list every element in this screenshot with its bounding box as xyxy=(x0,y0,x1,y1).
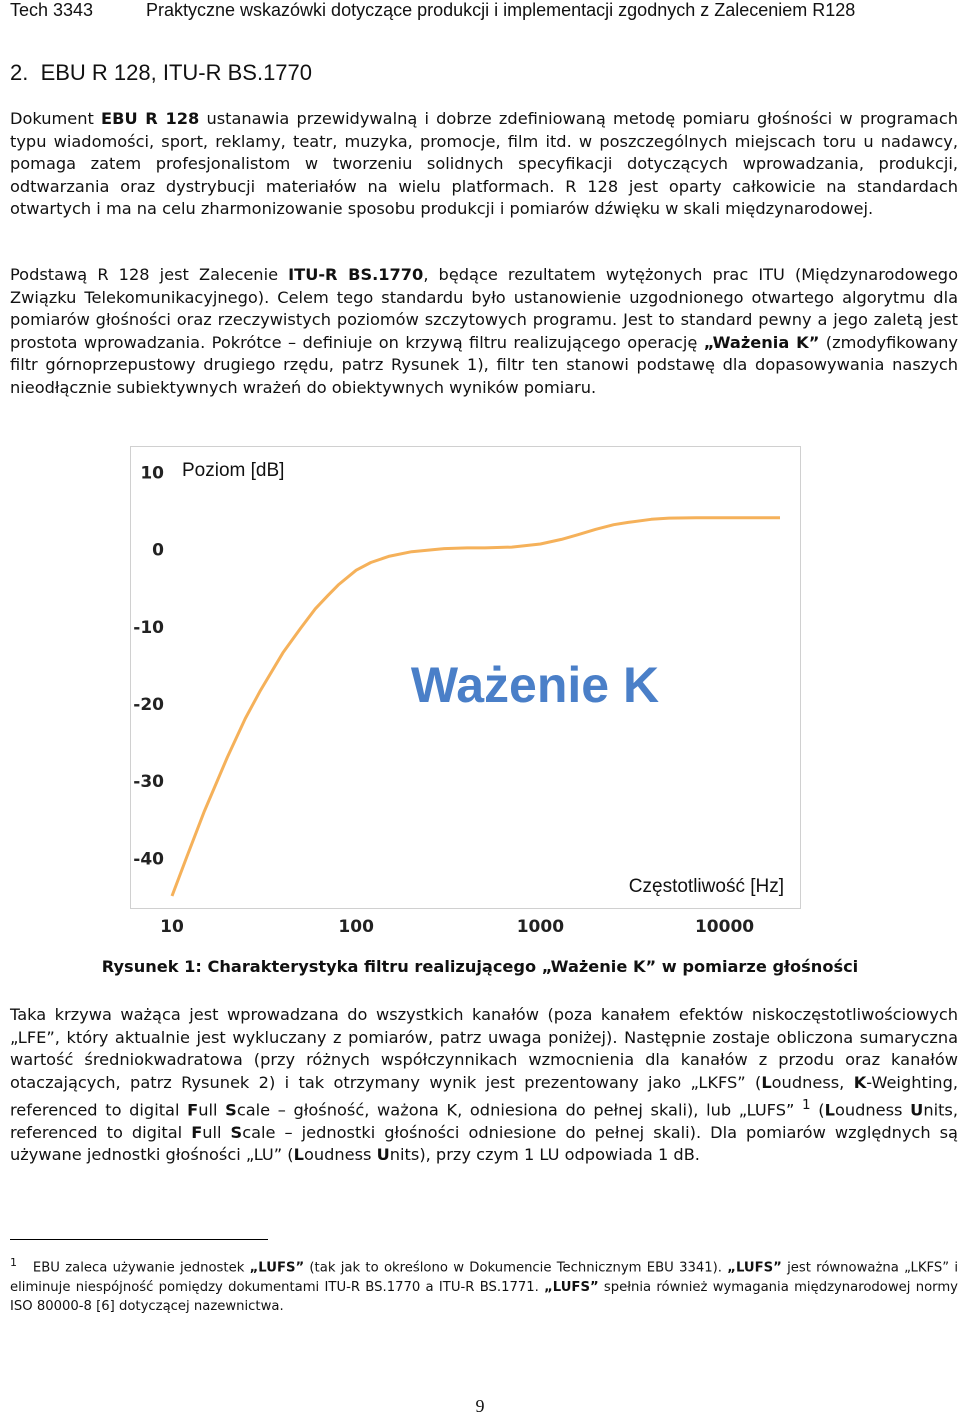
paragraph3-run: L xyxy=(293,1145,304,1165)
footnote-run: „LUFS” xyxy=(544,1279,599,1295)
paragraph3-run: K xyxy=(853,1072,867,1092)
paragraph3-run: Taka krzywa ważąca jest wprowadzana do wszystkich kanałów (poza kanałem efektów niskoczęstotliwościowych „LFE”, który aktualnie jest wykluczany z pomiarów, patrz uwaga poniżej). Następnie zostaje obliczona sumaryczna wartość średniokwadratowa (przy różnych współczynnikach wzmocnienia dla kanałów z przodu oraz kanałów otaczających, patrz Rysunek 2) i tak otrzymany wynik jest prezentowany jako „LKFS” ( xyxy=(10,1005,958,1092)
x-tick-label: 1000 xyxy=(516,917,565,937)
chart-title: Ważenie K xyxy=(410,657,660,713)
x-tick-label: 10 xyxy=(160,917,184,937)
paragraph2-run: , będące rezultatem wytężonych prac ITU (Międzynarodowego Związku Telekomunikacyjnego). Celem tego standardu było ustanowienie uzgodnionego otwartego algorytmu dla pomiarów głośności oraz rzeczywistych poziomów szczytowych programu. Jest to standard pewny a jego zaletą jest prostota wprowadzania. Pokrótce – definiuje on krzywą filtru realizującego operację xyxy=(10,265,958,352)
paragraph3-run: oudness, xyxy=(771,1072,854,1092)
footnote-run: „LUFS” xyxy=(249,1260,305,1276)
paragraph-lkfs xyxy=(10,1004,958,1167)
caption-run: Rysunek 1 xyxy=(101,957,196,976)
y-tick-label: 10 xyxy=(140,463,164,484)
y-tick-label: -30 xyxy=(133,772,164,793)
paragraph-itu xyxy=(10,264,958,399)
paragraph1-run: Dokument xyxy=(10,109,102,128)
x-tick-label: 100 xyxy=(338,917,374,937)
document-code: Tech 3343 xyxy=(10,0,94,20)
footnote-run: (tak jak to określono w Dokumencie Technicznym EBU 3341). xyxy=(304,1260,728,1276)
paragraph2-run: 1770 xyxy=(378,265,424,284)
paragraph3-run: cale – głośność, ważona K, odniesiona do pełnej skali), lub „LUFS” xyxy=(236,1100,803,1120)
y-tick-label: -10 xyxy=(133,617,164,638)
paragraph2-run: Podstawą R 128 jest Zalecenie xyxy=(10,265,289,284)
x-tick-label: 10000 xyxy=(694,917,755,937)
figure-caption xyxy=(0,957,960,976)
paragraph3-run: cale – jednostki głośności odniesione do pełnej skali). Dla pomiarów względnych są używane jednostki głośności „LU” ( xyxy=(10,1122,958,1165)
paragraph1-run: EBU R 128 xyxy=(101,109,200,128)
footnote-run: EBU zaleca używanie jednostek xyxy=(17,1260,250,1276)
paragraph-intro xyxy=(10,108,958,221)
footnote-run: spełnia również wymagania międzynarodowej normy ISO 80000-8 [6] dotyczącej nazewnictwa. xyxy=(10,1279,958,1315)
page-number: 9 xyxy=(475,1396,485,1416)
y-tick-label: 0 xyxy=(152,540,164,561)
y-tick-label: -40 xyxy=(133,849,164,870)
paragraph3-run: F xyxy=(187,1100,199,1120)
caption-run: Charakterystyka filtru realizującego „Ważenie K” w pomiarze głośności xyxy=(207,957,859,976)
paragraph2-run: (zmodyfikowany filtr górnoprzepustowy drugiego rzędu, patrz Rysunek 1), filtr ten stanowi podstawę dla dopasowywania naszych nieodłącznie subiektywnych wrażeń do obiektywnych wyników pomiaru. xyxy=(10,332,958,397)
paragraph3-run: ull xyxy=(198,1100,226,1120)
footnote-divider xyxy=(10,1239,268,1240)
paragraph3-run: U xyxy=(376,1145,390,1165)
paragraph3-run: 1 xyxy=(802,1097,811,1113)
footnote-run: 1 xyxy=(10,1256,17,1269)
y-tick-label: -20 xyxy=(133,695,164,716)
paragraph3-run: F xyxy=(191,1122,203,1142)
caption-run: : xyxy=(195,957,208,976)
paragraph3-run: ( xyxy=(810,1100,825,1120)
paragraph3-run: -Weighting, referenced to digital xyxy=(10,1072,958,1120)
page-header xyxy=(10,0,958,21)
paragraph3-run: ull xyxy=(202,1122,231,1142)
footnote-run: „LUFS” xyxy=(727,1260,782,1276)
section-title: 2. EBU R 128, ITU-R BS.1770 xyxy=(10,60,313,85)
paragraph3-run: nits), przy czym 1 LU odpowiada 1 dB. xyxy=(389,1145,700,1165)
paragraph2-run: „Ważenia K” xyxy=(703,332,820,352)
paragraph3-run: L xyxy=(761,1072,772,1092)
header-title: Praktyczne wskazówki dotyczące produkcji i implementacji zgodnych z Zaleceniem R128 xyxy=(146,0,856,20)
paragraph3-run: oudness xyxy=(303,1145,377,1165)
chart-svg xyxy=(130,446,810,946)
footnote-run: jest równoważna „LKFS” i eliminuje niespójność pomiędzy dokumentami ITU-R BS.1770 a ITU-R BS.1771. xyxy=(10,1260,958,1295)
paragraph2-run: ITU-R BS. xyxy=(288,265,379,284)
k-weighting-chart xyxy=(130,446,810,946)
paragraph3-run: S xyxy=(230,1122,243,1142)
paragraph3-run: U xyxy=(910,1100,924,1120)
y-axis-label: Poziom [dB] xyxy=(182,460,285,481)
paragraph1-run: ustanawia przewidywalną i dobrze zdefiniowaną metodę pomiaru głośności w programach typu wiadomości, sport, reklamy, teatr, muzyka, promocje, film itd. w poszczególnych miejscach toru u nadawcy, pomaga zatem profesjonalistom w tworzeniu solidnych specyfikacji dotyczących wprowadzania, produkcji, odtwarzania oraz dystrybucji materiałów na wielu platformach. R 128 jest oparty całkowicie na standardach otwartych i ma na celu zharmonizowanie sposobu produkcji i pomiarów dźwięku w skali międzynarodowej. xyxy=(10,109,958,218)
paragraph3-run: L xyxy=(824,1100,835,1120)
x-axis-label: Częstotliwość [Hz] xyxy=(628,876,784,897)
paragraph3-run: oudness xyxy=(834,1100,911,1120)
paragraph3-run: nits, referenced to digital xyxy=(10,1100,959,1142)
footnote xyxy=(10,1253,958,1317)
paragraph3-run: S xyxy=(225,1100,237,1120)
